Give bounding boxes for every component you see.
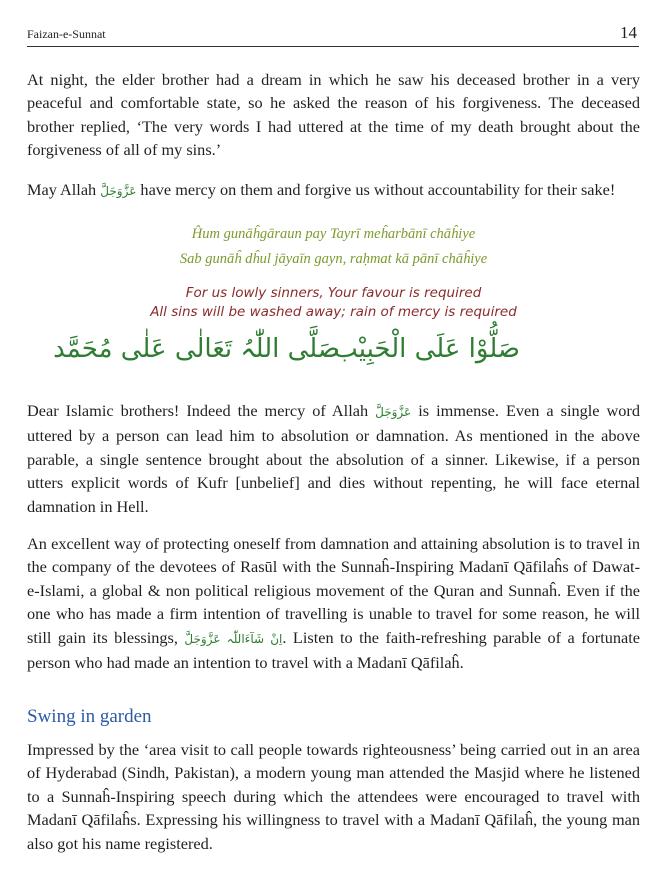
page-header — [27, 22, 639, 47]
paragraph-prayer: May Allah عَزَّوَجَلَّ have mercy on them and forgive us without accountability for their sake! — [27, 180, 616, 199]
page-number: 14 — [620, 23, 637, 42]
poem-translation-line: All sins will be washed away; rain of mercy is required — [150, 304, 517, 320]
paragraph-mercy: Dear Islamic brothers! Indeed the mercy of Allah عَزَّوَجَلَّ is immense. Even a single word uttered by a person can lead him to absolution or damnation. As mentioned in the above parable, a single sentence brought about the absolution of a sinner. Likewise, if a person utters explicit words of Kufr [unbelief] and dies without repenting, he will face eternal damnation in Hell. — [27, 401, 640, 516]
paragraph-qafilah: An excellent way of protecting oneself from damnation and attaining absolution is to travel in the company of the devotees of Rasūl with the Sunnaĥ-Inspiring Madanī Qāfilaĥs of Dawat-e-Islami, a global & non political religious movement of the Quran and Sunnaĥ. Even if the one who has made a firm intention of travelling is unable to travel for some reason, he will still gain its blessings, اِنْ شَآءَاللّٰہ عَزَّوَجَلَّ. Listen to the faith-refreshing parable of a fortunate person who had made an intention to travel with a Madanī Qāfilaĥ. — [27, 534, 640, 673]
insha-allah-text: اِنْ شَآءَاللّٰہ عَزَّوَجَلَّ — [184, 631, 283, 646]
section-heading: Swing in garden — [27, 706, 152, 727]
salat-call: صَلُّوْا عَلَی الْحَبِیْب — [333, 334, 520, 364]
honorific-text: عَزَّوَجَلَّ — [100, 184, 137, 198]
poem-line: Sab gunāĥ dĥul jāyaīn gayn, raḥmat kā pānī chāĥiye — [179, 251, 488, 267]
book-title: Faizan-e-Sunnat — [27, 27, 106, 41]
salat-calligraphy — [27, 326, 640, 376]
salat-response: صَلَّی اللّٰہُ تَعَالٰی عَلٰی مُحَمَّد — [53, 334, 340, 364]
poem-line: Ĥum gunāĥgāraun pay Tayrī meĥarbānī chāĥiye — [191, 226, 476, 242]
paragraph-dream: At night, the elder brother had a dream in which he saw his deceased brother in a very peaceful and comfortable state, so he asked the reason of his forgiveness. The deceased brother replied, ‘The very words I had uttered at the time of my death brought about the forgiveness of all of my sins.’ — [27, 70, 640, 160]
poem-translation-line: For us lowly sinners, Your favour is required — [185, 285, 482, 301]
honorific-text: عَزَّوَجَلَّ — [375, 405, 412, 419]
paragraph-swing: Impressed by the ‘area visit to call people towards righteousness’ being carried out in an area of Hyderabad (Sindh, Pakistan), a modern young man attended the Masjid where he listened to a Sunnaĥ-Inspiring speech during which the attendees were encouraged to travel with Madanī Qāfilaĥs. Expressing his willingness to travel with a Madanī Qāfilaĥ, the young man also got his name registered. — [27, 740, 640, 853]
poem-translation — [27, 284, 640, 322]
poem-transliteration — [27, 222, 640, 272]
